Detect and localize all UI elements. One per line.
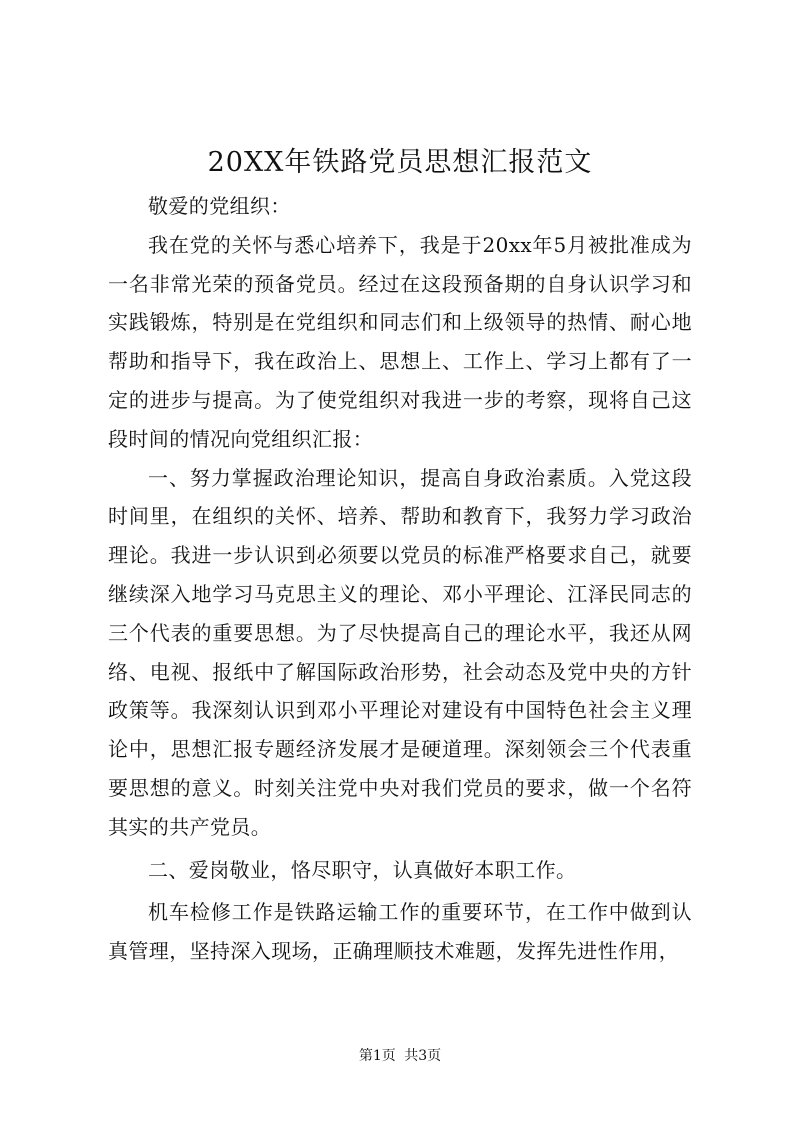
paragraph-section-two-body: 机车检修工作是铁路运输工作的重要环节，在工作中做到认真管理，坚持深入现场，正确理顺技术难题，发挥先进性作用，	[108, 900, 692, 964]
paragraph-section-one: 一、努力掌握政治理论知识，提高自身政治素质。入党这段时间里，在组织的关怀、培养、帮助和教育下，我努力学习政治理论。我进一步认识到必须要以党员的标准严格要求自己，就要继续深入地学习马克思主义的理论、邓小平理论、江泽民同志的三个代表的重要思想。为了尽快提高自己的理论水平，我还从网络、电视、报纸中了解国际政治形势，社会动态及党中央的方针政策等。我深刻认识到邓小平理论对建设有中国特色社会主义理论中，思想汇报专题经济发展才是硬道理。深刻领会三个代表重要思想的意义。时刻关注党中央对我们党员的要求，做一个名符其实的共产党员。	[108, 465, 692, 839]
page-number: 第1页	[358, 1048, 396, 1064]
paragraph-intro: 我在党的关怀与悉心培养下，我是于20xx年5月被批准成为一名非常光荣的预备党员。经过在这段预备期的自身认识学习和实践锻炼，特别是在党组织和同志们和上级领导的热情、耐心地帮助和指导下，我在政治上、思想上、工作上、学习上都有了一定的进步与提高。为了使党组织对我进一步的考察，现将自己这段时间的情况向党组织汇报：	[108, 232, 692, 451]
page-total: 共3页	[404, 1048, 442, 1064]
paragraph-section-two-heading: 二、爱岗敬业，恪尽职守，认真做好本职工作。	[148, 857, 577, 882]
page-footer	[0, 1046, 800, 1066]
salutation: 敬爱的党组织：	[148, 194, 291, 218]
document-title: 20XX年铁路党员思想汇报范文	[207, 147, 593, 178]
document-body	[108, 187, 692, 971]
